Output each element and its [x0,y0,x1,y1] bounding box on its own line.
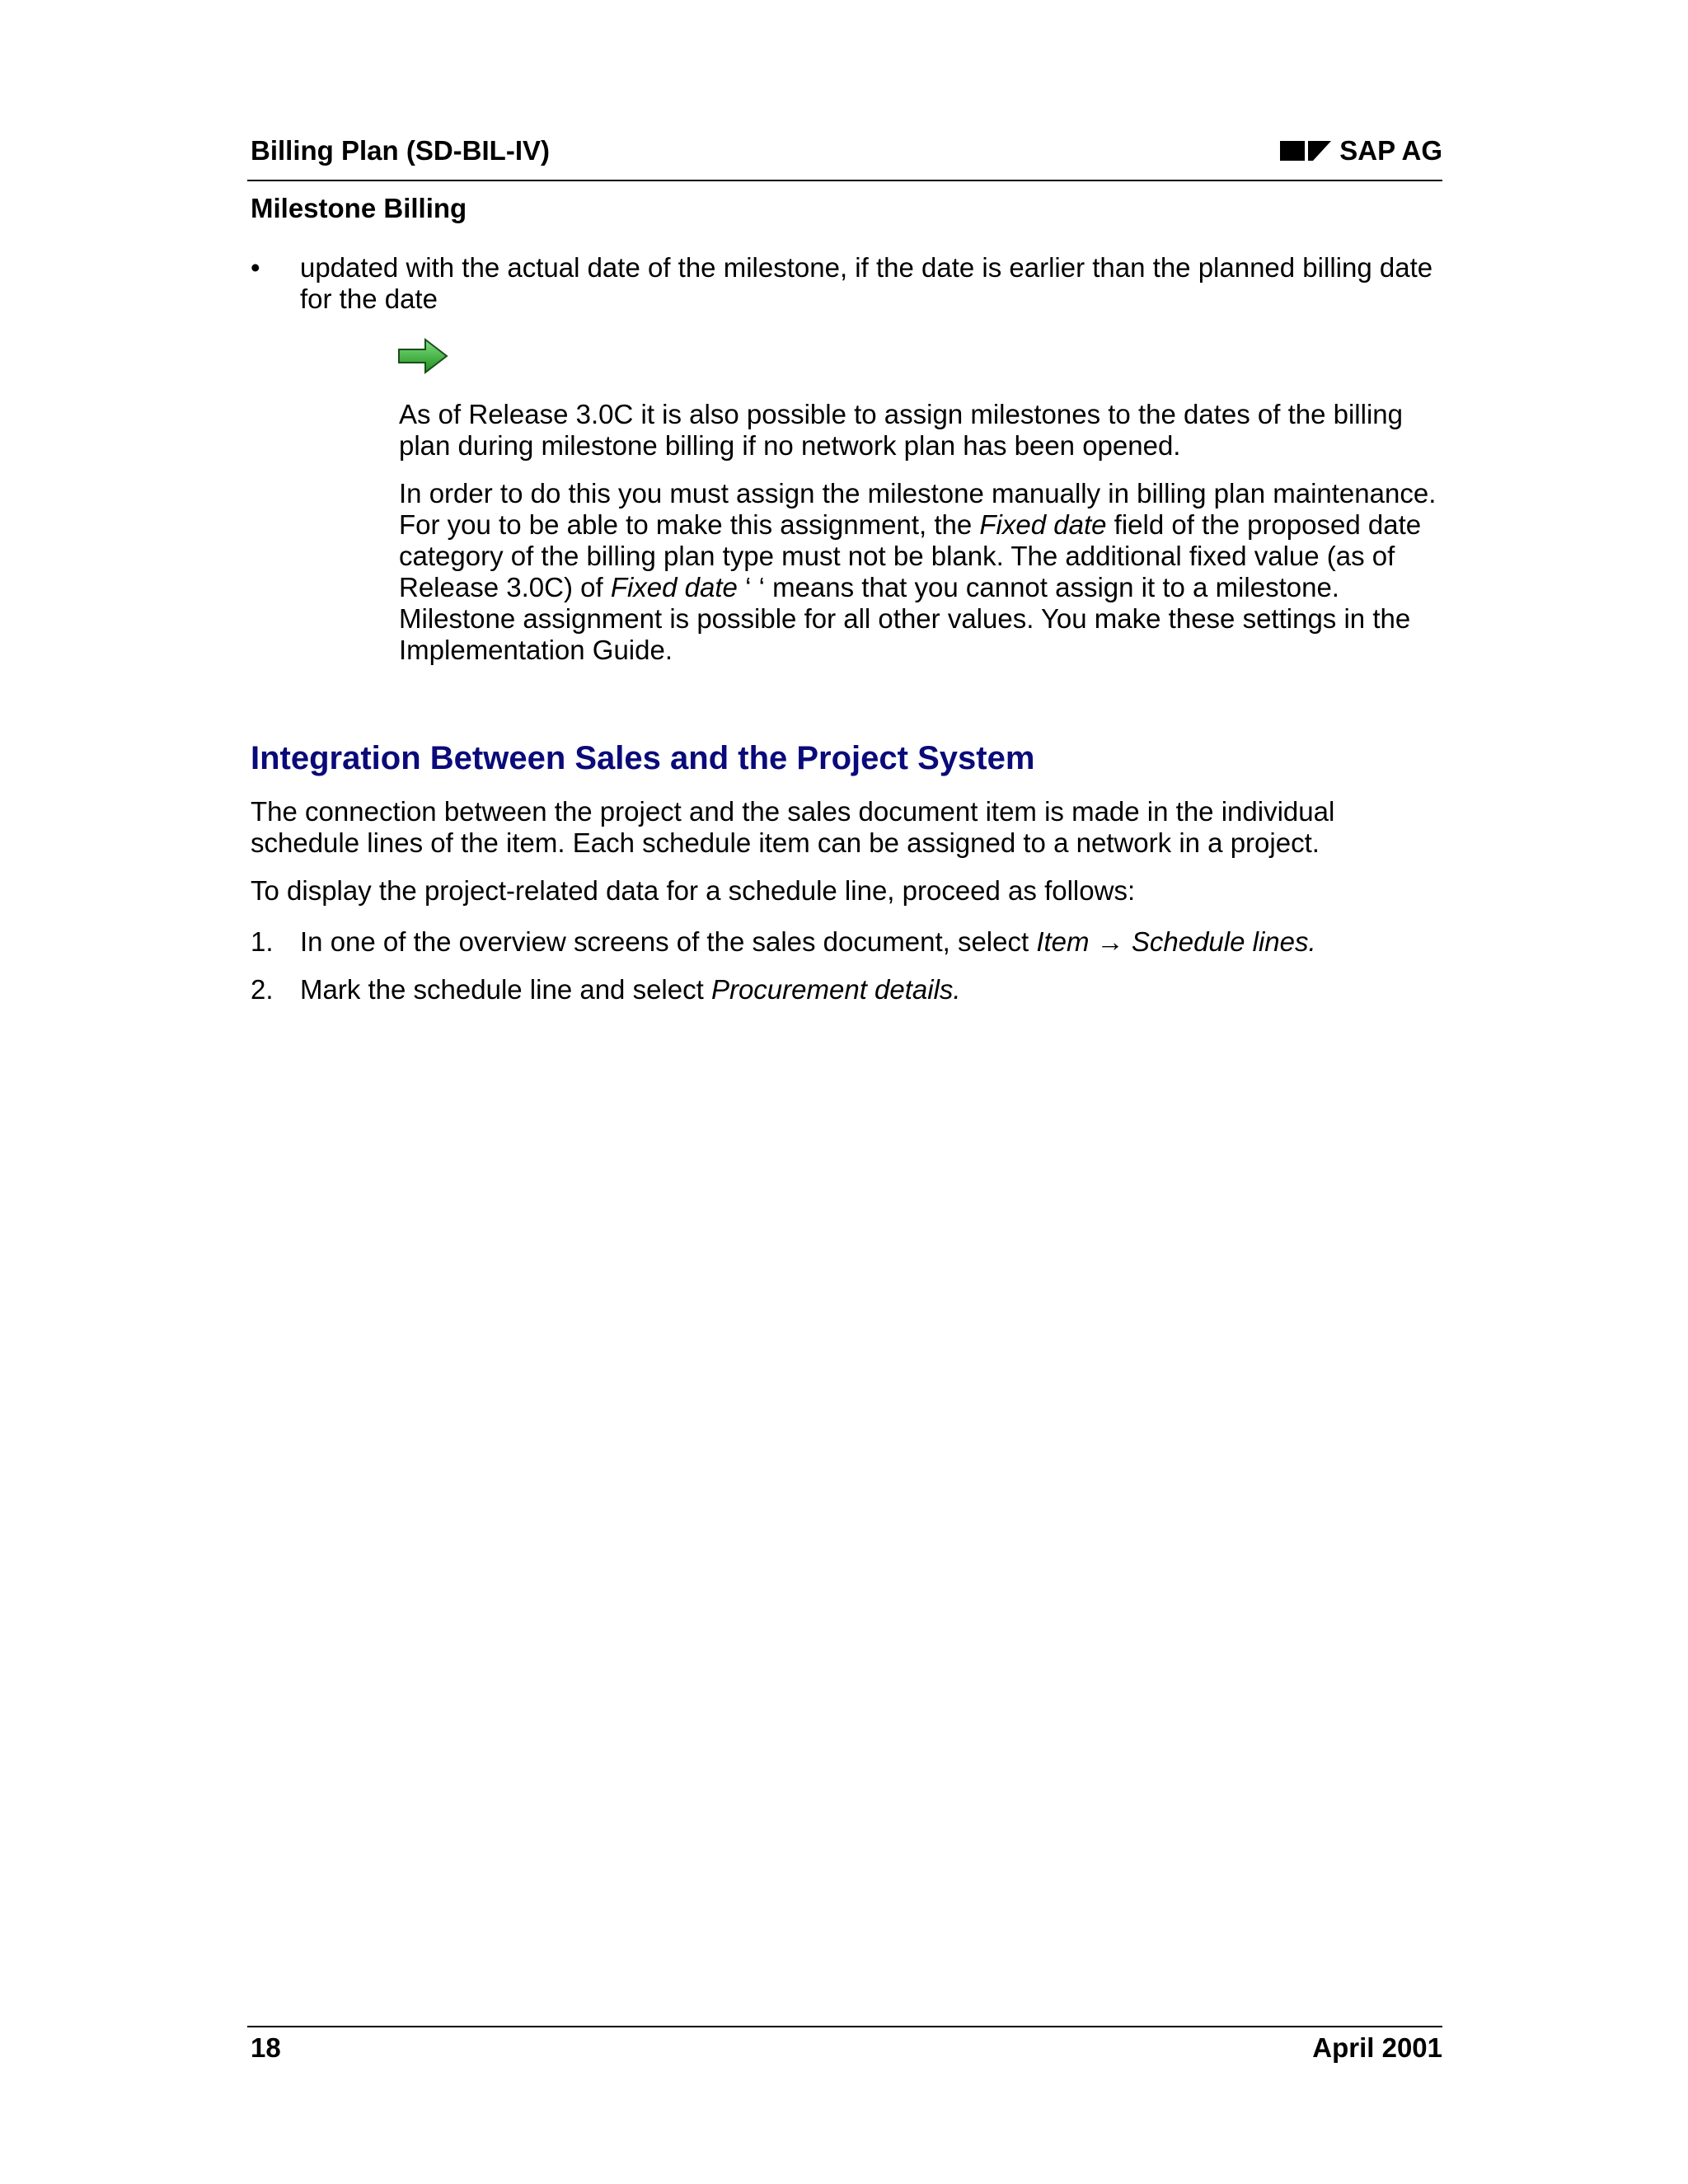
menu-path-schedule-lines: Schedule lines. [1131,926,1316,957]
note-p2-emphasis-1: Fixed date [979,509,1107,540]
section-subtitle: Milestone Billing [251,193,467,223]
header-brand [1280,135,1442,166]
page-header [251,135,1442,173]
note-p2-emphasis-2: Fixed date [610,572,738,602]
green-arrow-icon [397,336,448,376]
step-text [300,926,1442,958]
footer-date: April 2001 [1312,2032,1442,2063]
menu-path-item: Item [1036,926,1090,957]
step-text [300,974,1442,1005]
note-paragraph-1: As of Release 3.0C it is also possible to assign milestones to the dates of the billing plan during milestone billing if no network plan has been opened. [399,399,1404,461]
note-p2-text-b: field of the proposed date category of the billing plan type must not be blank. The additional fixed value (as of Release 3.0C) of [399,509,1422,602]
page-number: 18 [251,2032,281,2063]
integration-paragraph-1: The connection between the project and the sales document item is made in the individual schedule lines of the item. Each schedule item can be assigned to a network in a project. [251,796,1335,858]
bullet-mark: • [251,252,260,283]
note-p2-text-a: In order to do this you must assign the milestone manually in billing plan maintenance. For you to be able to make this assignment, the [399,478,1437,540]
menu-path-procurement-details: Procurement details. [710,974,961,1005]
step-text-plain: Mark the schedule line and select [300,974,711,1005]
note-paragraph-2 [399,478,1446,666]
step-text-plain: In one of the overview screens of the sales document, select [300,926,1037,957]
footer-divider [247,2026,1442,2027]
header-title: Billing Plan (SD-BIL-IV) [251,135,550,166]
sap-logo-icon [1280,139,1331,162]
header-divider [247,180,1442,181]
note-p2-text-c: ‘ ‘ means that you cannot assign it to a milestone. Milestone assignment is possible for all other values. You make these settings in the Implementation Guide. [399,572,1411,665]
integration-paragraph-2: To display the project-related data for a schedule line, proceed as follows: [251,875,1136,906]
section-heading: Integration Between Sales and the Project System [251,740,1035,776]
step-number: 1. [251,926,274,957]
brand-text: SAP AG [1339,135,1442,166]
bullet-text: updated with the actual date of the milestone, if the date is earlier than the planned billing date for the date [300,252,1433,314]
step-number: 2. [251,974,274,1005]
menu-path-arrow: → [1089,926,1132,957]
note-block [399,399,1446,682]
